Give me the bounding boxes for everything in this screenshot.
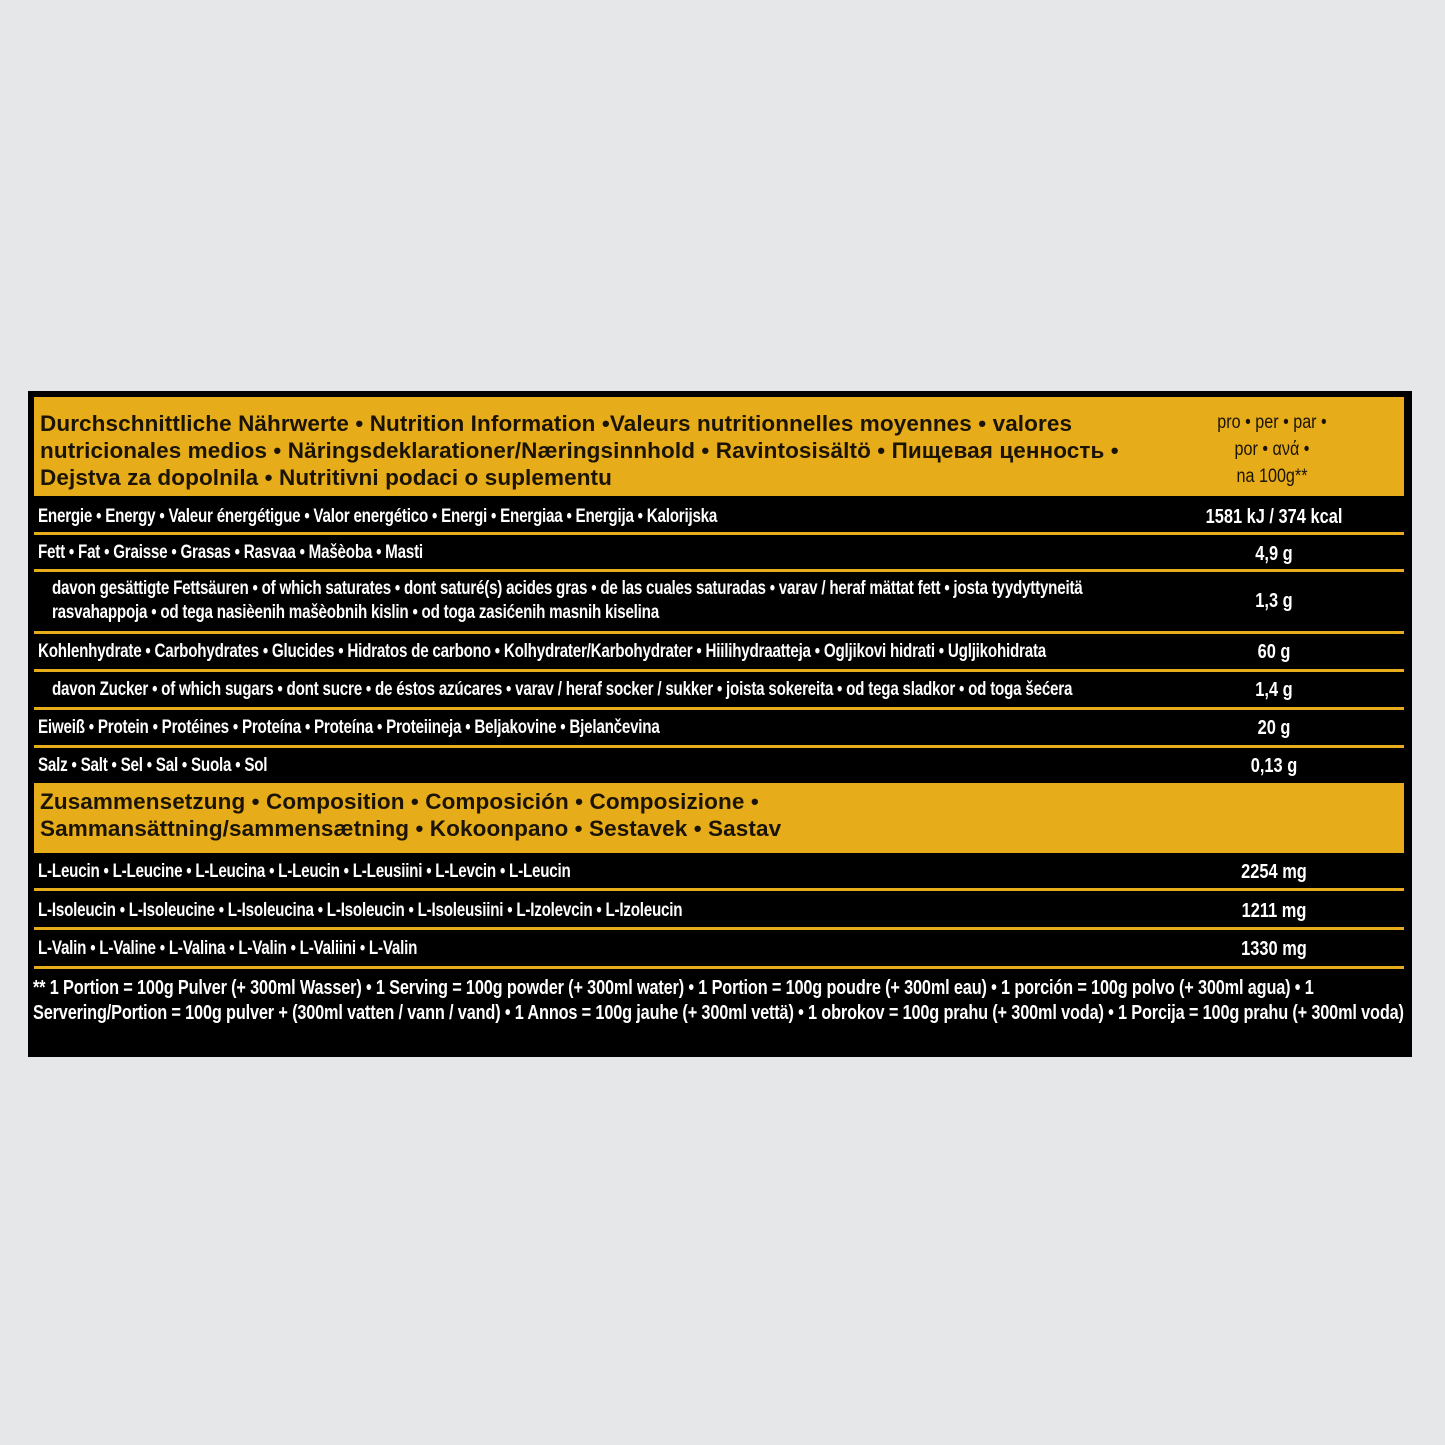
composition-row-valine — [34, 934, 1404, 964]
nutrition-header-title: Durchschnittliche Nährwerte • Nutrition Information •Valeurs nutritionnelles moyennes • valores nutricionales medios • Näringsdeklarationer/Næringsinnhold • Ravintosisältö • Пищевая ценность • Dejstva za dopolnila • Nutritivni podaci o suplementu — [40, 411, 1119, 490]
row-label: davon Zucker • of which sugars • dont sucre • de éstos azúcares • varav / heraf socker / sukker • joista sokereita • od tega sladkor • od toga šećera — [52, 678, 1073, 700]
row-label: L-Leucin • L-Leucine • L-Leucina • L-Leucin • L-Leusiini • L-Levcin • L-Leucin — [38, 860, 571, 882]
row-divider — [34, 966, 1404, 969]
nutrition-row-fat — [34, 538, 1404, 568]
row-label: Kohlenhydrate • Carbohydrates • Glucides • Hidratos de carbono • Kolhydrater/Karbohydrater • Hiilihydraatteja • Ogljikovi hidrati • Ugljikohidrata — [38, 640, 1047, 662]
row-value: 1581 kJ / 374 kcal — [1205, 506, 1343, 528]
row-divider — [34, 669, 1404, 672]
row-value: 0,13 g — [1250, 755, 1298, 777]
row-divider — [34, 745, 1404, 748]
composition-header — [34, 783, 1404, 853]
row-label: L-Isoleucin • L-Isoleucine • L-Isoleucina • L-Isoleucin • L-Isoleusiini • L-Izolevcin • L-Izoleucin — [38, 899, 683, 921]
nutrition-row-carbohydrates — [34, 637, 1404, 667]
composition-row-isoleucine — [34, 895, 1404, 925]
composition-row-leucine — [34, 857, 1404, 887]
row-label: Eiweiß • Protein • Protéines • Proteína • Proteína • Proteiineja • Beljakovine • Bjelančevina — [38, 716, 660, 738]
row-value: 1,4 g — [1255, 679, 1293, 701]
nutrition-row-saturates — [34, 574, 1404, 629]
row-label: Fett • Fat • Graisse • Grasas • Rasvaa • Mašèoba • Masti — [38, 541, 423, 563]
row-label: L-Valin • L-Valine • L-Valina • L-Valin • L-Valiini • L-Valin — [38, 937, 418, 959]
row-divider — [34, 569, 1404, 572]
composition-title: Zusammensetzung • Composition • Composición • Composizione • Sammansättning/sammensætning • Kokoonpano • Sestavek • Sastav — [40, 789, 782, 841]
row-value: 1,3 g — [1255, 590, 1293, 612]
serving-footnote: ** 1 Portion = 100g Pulver (+ 300ml Wasser) • 1 Serving = 100g powder (+ 300ml water) • 1 Portion = 100g poudre (+ 300ml eau) • 1 porción = 100g polvo (+ 300ml agua) • 1 Servering/Portion = 100g pulver + (300ml vatten / vann / vand) • 1 Annos = 100g jauhe (+ 300ml vettä) • 1 obrokov = 100g prahu (+ 300ml voda) • 1 Porcija = 100g prahu (+ 300ml voda) — [33, 976, 1404, 1024]
per-100g-label: pro • per • par • por • ανά • na 100g** — [1217, 412, 1327, 487]
row-label: davon gesättigte Fettsäuren • of which saturates • dont saturé(s) acides gras • de las cuales saturadas • varav / heraf mättat fett • josta tyydyttyneitä rasvahappoja • od tega nasièenih mašèobnih kislin • od toga zasićenih masnih kiselina — [52, 577, 1083, 623]
nutrition-row-salt — [34, 751, 1404, 781]
row-divider — [34, 631, 1404, 634]
row-label: Energie • Energy • Valeur énergétigue • Valor energético • Energi • Energiaa • Energija • Kalorijska — [38, 505, 718, 527]
nutrition-row-energy — [34, 502, 1404, 532]
row-divider — [34, 707, 1404, 710]
row-value: 1211 mg — [1241, 900, 1307, 922]
row-value: 60 g — [1257, 641, 1291, 663]
nutrition-row-protein — [34, 713, 1404, 743]
nutrition-header — [34, 397, 1404, 496]
row-value: 2254 mg — [1241, 861, 1307, 883]
row-divider — [34, 888, 1404, 891]
row-value: 1330 mg — [1241, 938, 1307, 960]
row-label: Salz • Salt • Sel • Sal • Suola • Sol — [38, 754, 268, 776]
row-divider — [34, 927, 1404, 930]
nutrition-label — [28, 391, 1412, 1057]
nutrition-row-sugars — [34, 675, 1404, 705]
row-value: 4,9 g — [1255, 543, 1293, 565]
row-value: 20 g — [1257, 717, 1291, 739]
row-divider — [34, 532, 1404, 535]
